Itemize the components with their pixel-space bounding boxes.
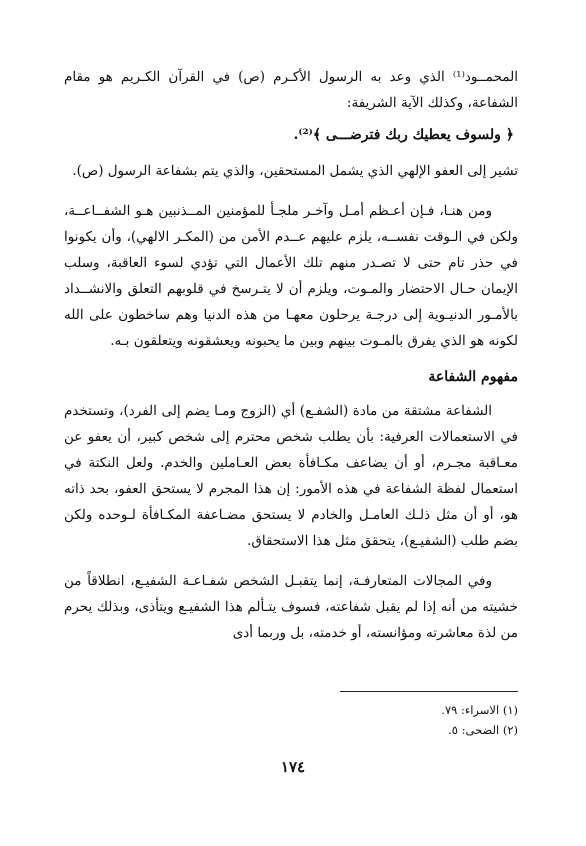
paragraph-3: ومن هنـا، فـإن أعـظم أمـل وآخـر ملجـأ للمؤمنين المــذنبين هـو الشفــاعــة، ولكن في الـوقت نفســه، يلزم عليهم عــدم الأمن من (المكـر الالهي)، وأن يكونوا في حذر تام حتى لا تصـدر منهم تلك الأعمال التي تؤدي لسوء العاقبة، وسلب الإيمان حـال الاحتضار والمـوت، ويلزم أن لا يتـرسخ في قلوبهم التعلق والانشــداد بالأمـور الدنيـوية إلى درجـة يرحلون معهـا من هذه الدنيا وهم ساخطون على الله لكونه هو الذي يفرق بالمـوت بينهم وبين ما يحبونه ويعشقونه ويتعلقون بـه. [64, 203, 518, 349]
page-body [64, 64, 518, 646]
quran-verse: ﴿ ولسوف يعطيك ربك فترضـــى ﴾⁽²⁾. [293, 127, 514, 143]
section-heading: مفهوم الشفاعة [428, 369, 518, 385]
footnote-divider [340, 691, 518, 692]
paragraph-gap [64, 184, 518, 198]
paragraph-gap [64, 554, 518, 568]
paragraph-5: وفي المجالات المتعارفـة، إنما يتقبـل الشخص شفـاعـة الشفيـع، انطلاقاً من خشيته من أنه إذا لم يقبل شفاعته، فسوف يتـألم هذا الشفيـع ويتأذى، وبذلك يحرم من لذة معاشرته ومؤانسته، أو خدمته، بل وربما أدى [64, 573, 518, 641]
paragraph-2: تشير إلى العفو الإلهي الذي يشمل المستحقين، والذي يتم بشفاعة الرسول (ص). [72, 163, 518, 179]
footnotes [300, 700, 518, 740]
paragraph-4: الشفاعة مشتقة من مادة (الشفـع) أي (الزوج ومـا يضم إلى الفرد)، وتستخدم في الاستعمالات العرفية: بأن يطلب شخص محترم إلى شخص كبير، أن يعفو عن معـاقبة مجـرم، أو أن يضاعف مكـافأة بعض العـاملين والخدم. ولعل النكتة في استعمال لفظة الشفاعة في هذه الأمور: إن هذا المجرم لا يستحق العفو، بحد ذاته هو، أو أن مثل ذلـك العامـل والخادم لا يستحق مضـاعفة المكـافأة لـوحده ولكن بضم طلب (الشفيـع)، يتحقق مثل هذا الاستحقاق. [64, 403, 518, 549]
paragraph-1: المحمــود⁽¹⁾ الذي وعد به الرسول الأكـرم (ص) في القرآن الكـريم هو مقام الشفاعة، وكذلك الآية الشريفة: [64, 69, 518, 111]
footnote-1: (١) الاسراء: ٧٩. [441, 703, 518, 717]
footnote-2: (٢) الضحى: ٥. [448, 723, 518, 737]
page-number: ١٧٤ [280, 758, 306, 776]
